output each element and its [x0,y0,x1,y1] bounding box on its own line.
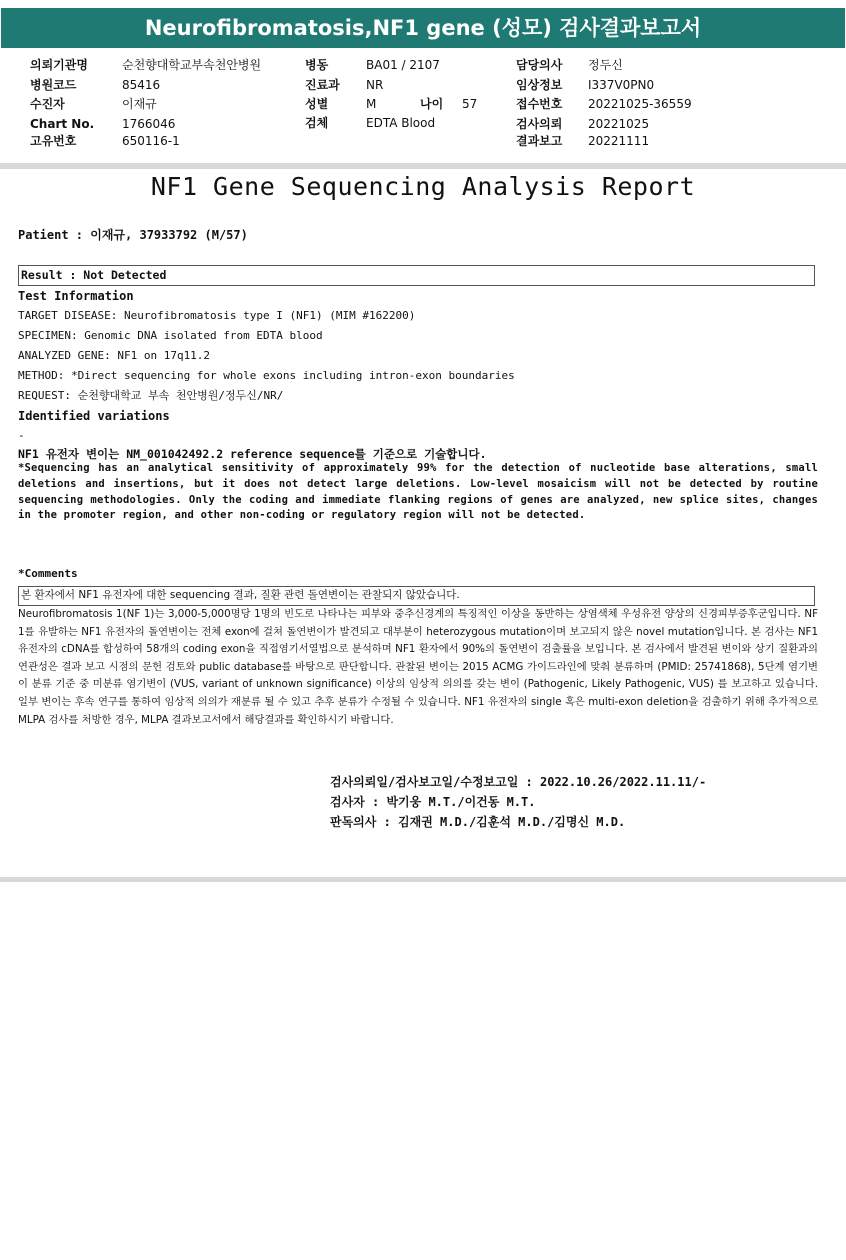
label-sex: 성별 [305,97,329,111]
variations-value: - [18,429,25,442]
specimen-line: SPECIMEN: Genomic DNA isolated from EDTA blood [18,329,323,342]
analyzed-gene: ANALYZED GENE: NF1 on 17q11.2 [18,349,211,362]
value-sex: M [366,97,377,111]
value-chart-no: 1766046 [122,117,176,131]
patient-line: Patient : 이재규, 37933792 (M/57) [18,228,248,242]
reference-sequence-note: NF1 유전자 변이는 NM_001042492.2 reference sequence를 기준으로 기술합니다. [18,447,487,461]
value-report-date: 20221111 [588,134,650,148]
label-department: 진료과 [305,78,340,92]
label-hospital-code: 병원코드 [30,78,77,92]
sensitivity-disclaimer: *Sequencing has an analytical sensitivity of approximately 99% for the detection of nucleotide base alterations, small deletions and insertions, but it does not detect large deletions. Low-level mosaicism will not be detected by routine sequencing methodologies. Only the coding and immediate flanking regions of genes are analyzed, new splice sites, changes in the promoter region, and other non-coding or regulatory region will not be detected. [18,462,818,522]
label-age: 나이 [420,97,444,111]
label-accession-no: 접수번호 [516,97,563,111]
value-age: 57 [462,97,478,111]
value-doctor: 정두신 [588,58,623,72]
label-clinical-info: 임상정보 [516,78,563,92]
label-specimen: 검체 [305,116,329,130]
header-divider [0,163,846,169]
request-line: REQUEST: 순천향대학교 부속 천안병원/정두신/NR/ [18,389,284,402]
examiners: 검사자 : 박기웅 M.T./이건동 M.T. [330,795,536,809]
value-clinical-info: I337V0PN0 [588,78,655,92]
value-institution: 순천향대학교부속천안병원 [122,58,262,72]
reading-physicians: 판독의사 : 김재권 M.D./김훈석 M.D./김명신 M.D. [330,815,626,829]
label-patient-name: 수진자 [30,97,65,111]
value-request-date: 20221025 [588,117,650,131]
report-dates: 검사의뢰일/검사보고일/수정보고일 : 2022.10.26/2022.11.11/- [330,775,707,789]
comments-heading: *Comments [18,567,78,580]
method-line: METHOD: *Direct sequencing for whole exons including intron-exon boundaries [18,369,515,382]
footer-divider [0,877,846,882]
target-disease: TARGET DISEASE: Neurofibromatosis type I (NF1) (MIM #162200) [18,309,416,322]
value-ward: BA01 / 2107 [366,58,440,72]
label-unique-id: 고유번호 [30,134,77,148]
variations-heading: Identified variations [18,409,170,423]
value-accession-no: 20221025-36559 [588,97,692,111]
label-institution: 의뢰기관명 [30,58,88,72]
value-department: NR [366,78,384,92]
test-info-heading: Test Information [18,289,134,303]
result-box: Result : Not Detected [18,265,815,286]
label-request-date: 검사의뢰 [516,117,563,131]
label-doctor: 담당의사 [516,58,563,72]
comment-summary-box: 본 환자에서 NF1 유전자에 대한 sequencing 결과, 질환 관련 돌연변이는 관찰되지 않았습니다. [18,586,815,606]
label-report-date: 결과보고 [516,134,563,148]
value-specimen: EDTA Blood [366,116,436,130]
report-header-title: Neurofibromatosis,NF1 gene (성모) 검사결과보고서 [1,8,845,48]
value-patient-name: 이재규 [122,97,157,111]
label-ward: 병동 [305,58,329,72]
label-chart-no: Chart No. [30,117,95,131]
report-title: NF1 Gene Sequencing Analysis Report [150,172,696,201]
comment-body: Neurofibromatosis 1(NF 1)는 3,000-5,000명당 1명의 빈도로 나타나는 피부와 중추신경계의 특징적인 이상을 동반하는 상염색체 우성유전 양상의 신경피부증후군입니다. NF 1를 유발하는 NF1 유전자의 돌연변이는 전체 exon에 걸쳐 돌연변이가 발견되고 대부분이 heterozygous mutation이며 보고되지 않은 novel mutation입니다. 본 검사는 NF1 유전자의 cDNA를 합성하여 58개의 coding exon을 직접염기서열법으로 분석하며 NF1 환자에서 90%의 돌연변이 검출률을 보입니다. 본 검사에서 발견된 변이와 상기 질환과의 연관성은 결과 보고 시점의 문헌 검토와 public database를 바탕으로 판단합니다. 관찰된 변이는 2015 ACMG 가이드라인에 맞춰 분류하며 (PMID: 25741868), 5단계 염기변이 분류 기준 중 미분류 염기변이 (VUS, variant of unknown significance) 이상의 임상적 의의를 갖는 변이 (Pathogenic, Likely Pathogenic, VUS) 를 보고하고 있습니다. 일부 변이는 후속 연구를 통하여 임상적 의의가 재분류 될 수 있고 추후 분류가 수정될 수 있습니다. NF1 유전자의 single 혹은 multi-exon deletion을 검출하기 위해 추가적으로 MLPA 검사를 처방한 경우, MLPA 결과보고서에서 해당결과를 확인하시기 바랍니다. [18,608,818,726]
value-hospital-code: 85416 [122,78,161,92]
value-unique-id: 650116-1 [122,134,180,148]
